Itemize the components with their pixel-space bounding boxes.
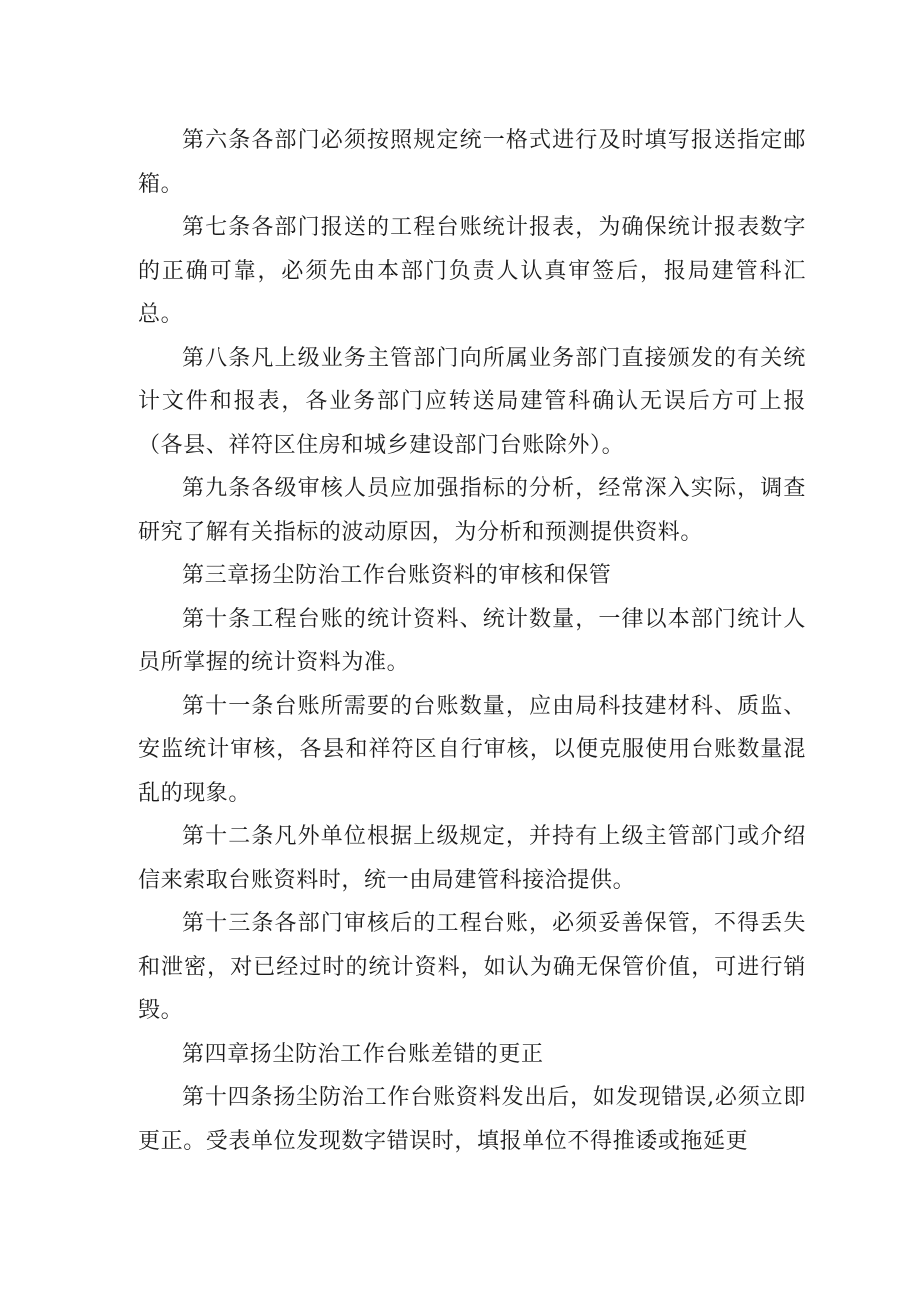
article-12-paragraph: 第十二条凡外单位根据上级规定，并持有上级主管部门或介绍信来索取台账资料时，统一由局建管科接洽提供。 (138, 824, 806, 893)
article-7-paragraph: 第七条各部门报送的工程台账统计报表，为确保统计报表数字的正确可靠，必须先由本部门负责人认真审签后，报局建管科汇总。 (138, 215, 806, 327)
chapter-3-heading: 第三章扬尘防治工作台账资料的审核和保管 (182, 563, 612, 588)
article-8-paragraph: 第八条凡上级业务主管部门向所属业务部门直接颁发的有关统计文件和报表，各业务部门应转送局建管科确认无误后方可上报（各县、祥符区住房和城乡建设部门台账除外）。 (138, 345, 806, 458)
article-6-paragraph: 第六条各部门必须按照规定统一格式进行及时填写报送指定邮箱。 (138, 128, 806, 197)
article-14-paragraph: 第十四条扬尘防治工作台账资料发出后，如发现错误,必须立即更正。受表单位发现数字错误时，填报单位不得推诿或拖延更 (138, 1085, 806, 1154)
article-11-paragraph: 第十一条台账所需要的台账数量，应由局科技建材科、质监、安监统计审核，各县和祥符区自行审核，以便克服使用台账数量混乱的现象。 (138, 693, 806, 806)
article-9-paragraph: 第九条各级审核人员应加强指标的分析，经常深入实际，调查研究了解有关指标的波动原因，为分析和预测提供资料。 (138, 476, 806, 545)
article-10-paragraph: 第十条工程台账的统计资料、统计数量，一律以本部门统计人员所掌握的统计资料为准。 (138, 606, 806, 675)
document-body (138, 119, 806, 1163)
article-13-paragraph: 第十三条各部门审核后的工程台账，必须妥善保管，不得丢失和泄密，对已经过时的统计资料，如认为确无保管价值，可进行销毁。 (138, 911, 806, 1023)
chapter-4-heading: 第四章扬尘防治工作台账差错的更正 (182, 1041, 544, 1067)
